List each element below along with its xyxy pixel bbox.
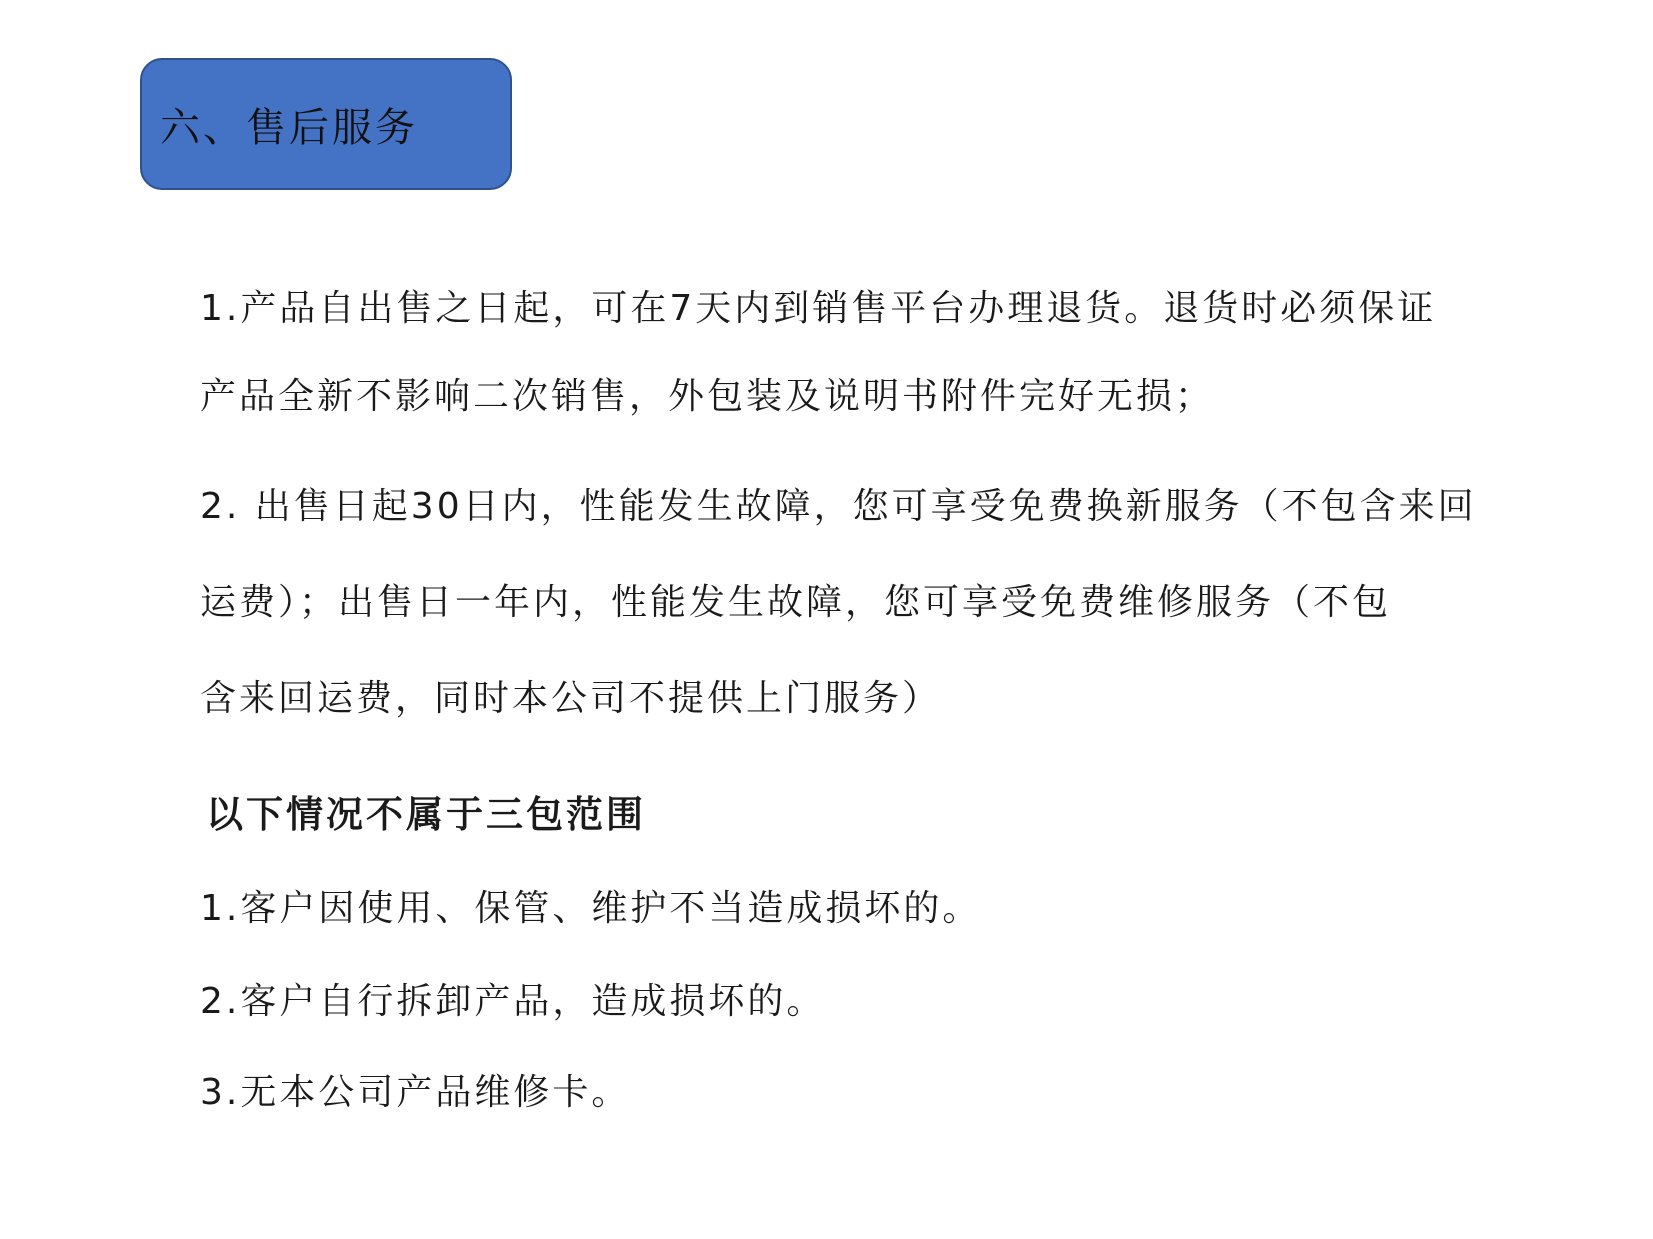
policy-item-1-line-1: 1.产品自出售之日起，可在7天内到销售平台办理退货。退货时必须保证: [200, 288, 1437, 329]
policy-item-2-line-2: 运费）；出售日一年内，性能发生故障，您可享受免费维修服务（不包: [200, 582, 1392, 623]
exclusion-item-3: 3.无本公司产品维修卡。: [200, 1072, 631, 1113]
policy-item-1-line-2: 产品全新不影响二次销售，外包装及说明书附件完好无损；: [200, 376, 1215, 417]
section-title: 六、售后服务: [160, 104, 418, 151]
section-header-box: [140, 58, 512, 190]
exclusions-heading: 以下情况不属于三包范围: [206, 793, 646, 836]
exclusion-item-1: 1.客户因使用、保管、维护不当造成损坏的。: [200, 888, 982, 929]
exclusion-item-2: 2.客户自行拆卸产品，造成损坏的。: [200, 981, 826, 1022]
policy-item-2-line-1: 2. 出售日起30日内，性能发生故障，您可享受免费换新服务（不包含来回: [200, 486, 1477, 527]
policy-item-2-line-3: 含来回运费，同时本公司不提供上门服务）: [200, 678, 942, 719]
